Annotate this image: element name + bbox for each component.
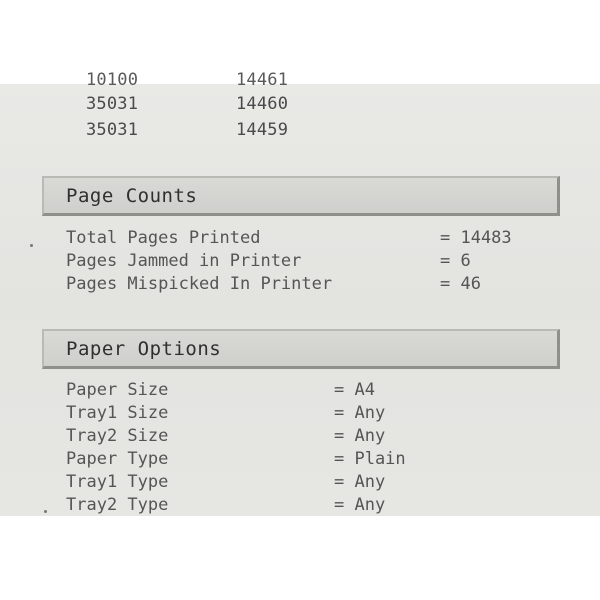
section-title: Paper Options	[66, 338, 222, 360]
history-cell: 14461	[236, 70, 289, 90]
paper-option-label: Paper Size	[66, 380, 169, 400]
history-cell: 10100	[86, 70, 139, 90]
paper-option-value: = Any	[334, 472, 386, 492]
history-cell: 14459	[236, 120, 289, 140]
history-cell: 35031	[86, 94, 139, 114]
section-header-page-counts	[42, 176, 560, 216]
paper-option-label: Tray2 Size	[66, 426, 169, 446]
paper-option-label: Tray2 Type	[66, 495, 169, 515]
history-cell: 14460	[236, 94, 289, 114]
page-count-label: Pages Mispicked In Printer	[66, 274, 333, 294]
section-header-paper-options	[42, 329, 560, 369]
section-title: Page Counts	[66, 185, 198, 207]
background-bottom	[0, 516, 600, 600]
page-count-label: Pages Jammed in Printer	[66, 251, 302, 271]
paper-option-value: = Any	[334, 495, 386, 515]
paper-speck	[44, 510, 47, 513]
page-count-value: = 14483	[440, 228, 512, 248]
paper-option-label: Tray1 Size	[66, 403, 169, 423]
paper-option-value: = Plain	[334, 449, 406, 469]
printed-page	[0, 70, 600, 516]
page-count-value: = 6	[440, 251, 471, 271]
paper-option-label: Paper Type	[66, 449, 169, 469]
paper-option-value: = Any	[334, 426, 386, 446]
page-count-value: = 46	[440, 274, 481, 294]
paper-option-value: = A4	[334, 380, 375, 400]
paper-option-value: = Any	[334, 403, 386, 423]
paper-speck	[30, 244, 33, 247]
history-cell: 35031	[86, 120, 139, 140]
paper-option-label: Tray1 Type	[66, 472, 169, 492]
page-count-label: Total Pages Printed	[66, 228, 261, 248]
